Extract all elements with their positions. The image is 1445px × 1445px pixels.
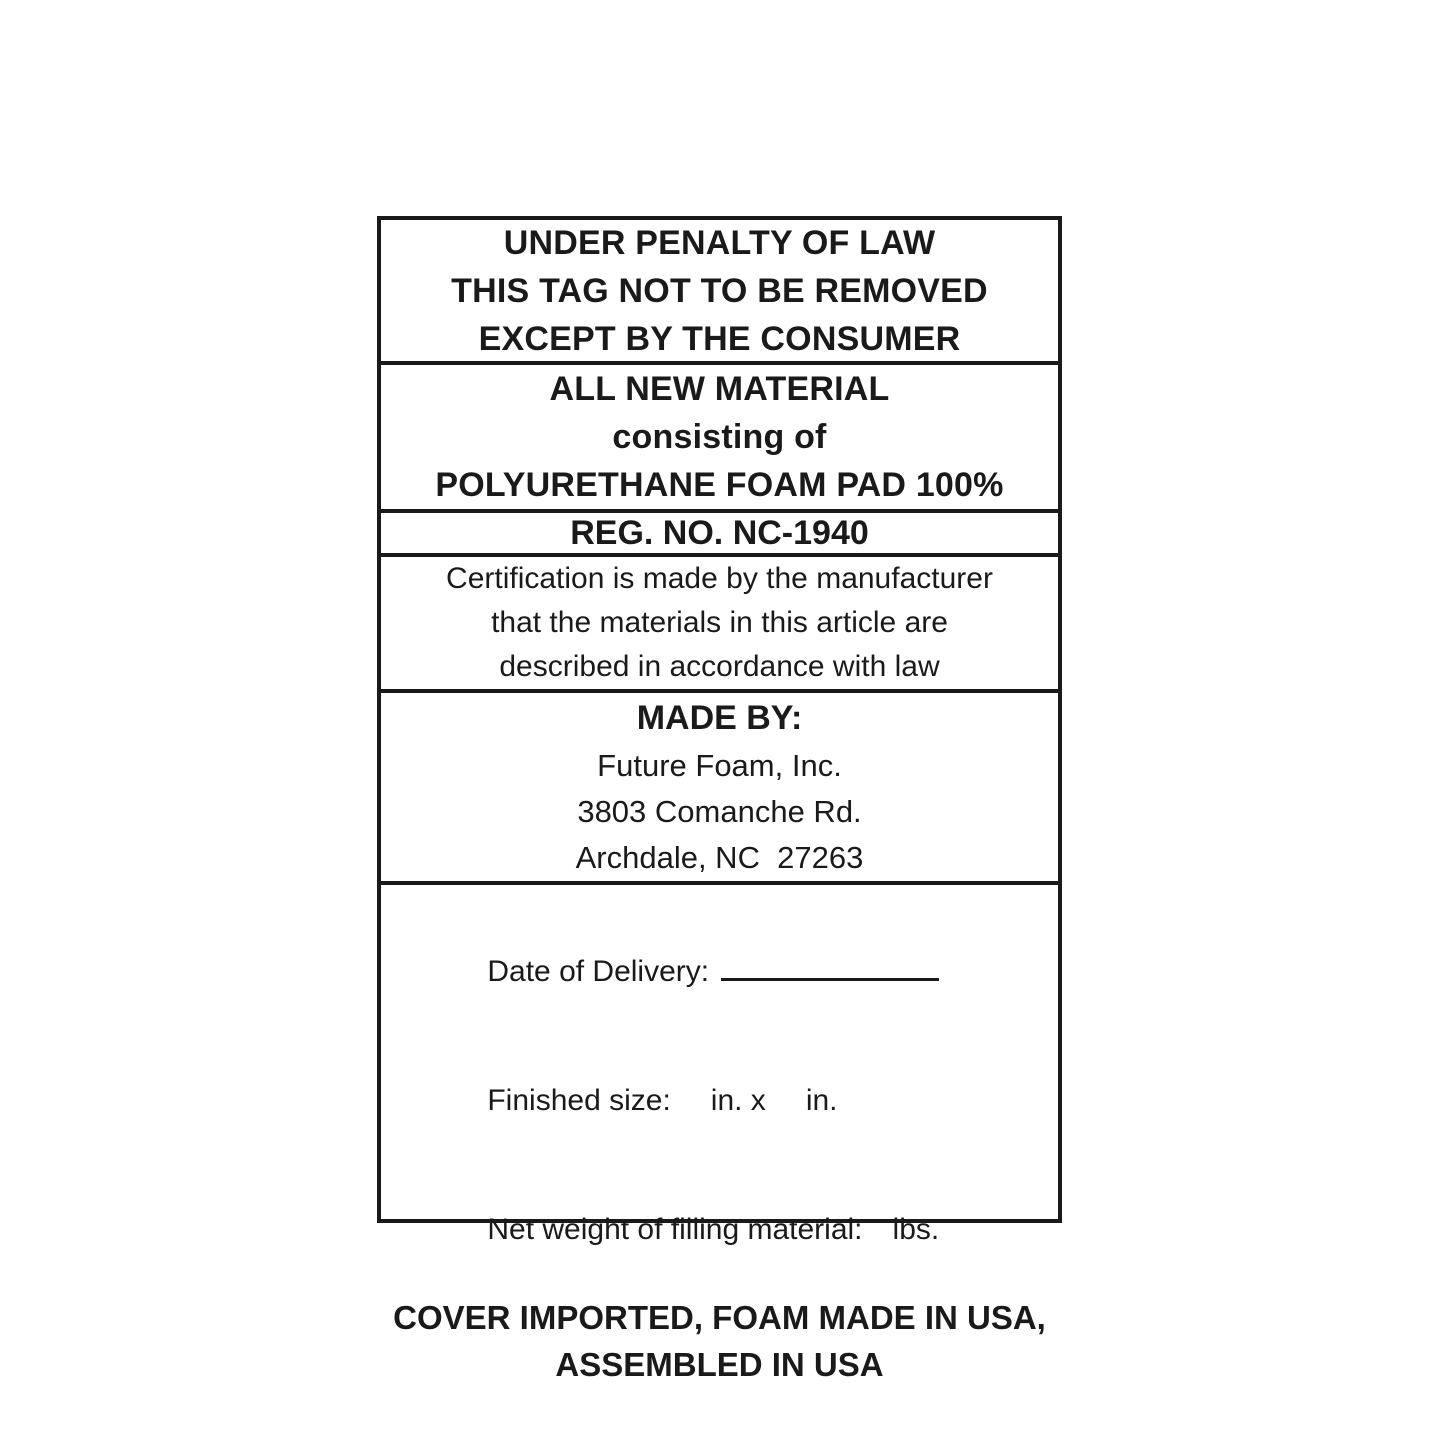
origin-statement bbox=[381, 1294, 1058, 1388]
penalty-line-3: EXCEPT BY THE CONSUMER bbox=[478, 319, 961, 358]
manufacturer-city-state-zip: Archdale, NC 27263 bbox=[575, 840, 864, 875]
certification-line-3: described in accordance with law bbox=[499, 650, 940, 683]
net-weight-label: Net weight of filling material: bbox=[487, 1213, 863, 1246]
material-line-2: consisting of bbox=[612, 418, 827, 456]
section-delivery-details bbox=[381, 885, 1058, 1398]
section-made-by bbox=[381, 693, 1058, 885]
registration-number: REG. NO. NC-1940 bbox=[570, 514, 869, 552]
origin-line-1: COVER IMPORTED, FOAM MADE IN USA, bbox=[393, 1299, 1046, 1336]
manufacturer-name: Future Foam, Inc. bbox=[597, 748, 842, 783]
section-certification bbox=[381, 557, 1058, 693]
finished-size-row bbox=[404, 1036, 1042, 1165]
penalty-line-1: UNDER PENALTY OF LAW bbox=[503, 223, 936, 262]
certification-line-2: that the materials in this article are bbox=[491, 606, 948, 639]
net-weight-row bbox=[404, 1165, 1042, 1294]
net-weight-unit: lbs. bbox=[892, 1213, 940, 1246]
manufacturer-street: 3803 Comanche Rd. bbox=[577, 794, 862, 829]
material-line-3: POLYURETHANE FOAM PAD 100% bbox=[435, 466, 1004, 504]
section-penalty-notice bbox=[381, 220, 1058, 365]
finished-size-unit-1: in. x bbox=[710, 1084, 766, 1117]
finished-size-label: Finished size: bbox=[487, 1084, 671, 1117]
date-of-delivery-row bbox=[404, 907, 1042, 1036]
section-material-contents bbox=[381, 365, 1058, 513]
penalty-line-2: THIS TAG NOT TO BE REMOVED bbox=[451, 271, 988, 310]
origin-line-2: ASSEMBLED IN USA bbox=[555, 1346, 884, 1383]
date-of-delivery-label: Date of Delivery: bbox=[487, 955, 710, 988]
material-line-1: ALL NEW MATERIAL bbox=[549, 370, 890, 408]
made-by-heading: MADE BY: bbox=[636, 699, 803, 737]
certification-line-1: Certification is made by the manufacturer bbox=[446, 562, 993, 595]
law-label-tag bbox=[377, 216, 1062, 1383]
section-registration-number bbox=[381, 513, 1058, 557]
date-of-delivery-blank bbox=[721, 974, 939, 981]
detail-fields bbox=[381, 907, 1058, 1294]
finished-size-unit-2: in. bbox=[805, 1084, 838, 1117]
